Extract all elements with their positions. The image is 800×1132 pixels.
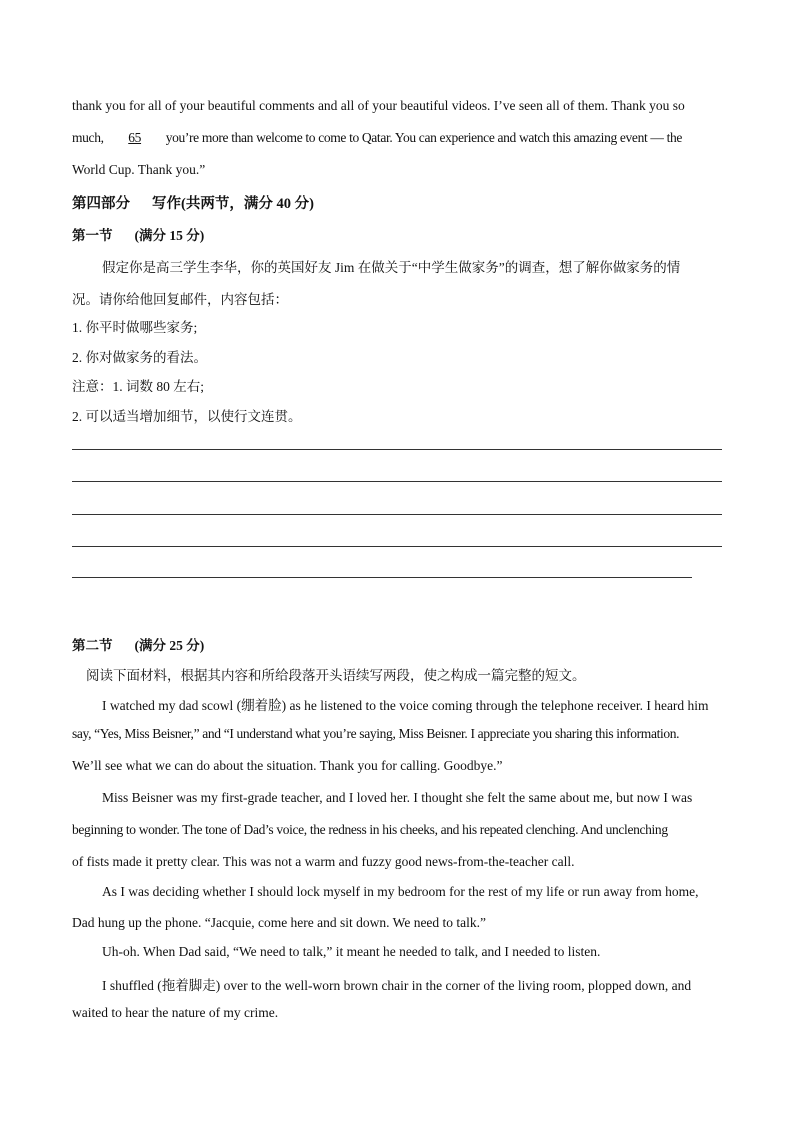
story-line-4: Miss Beisner was my first-grade teacher, and I loved her. I thought she felt the same about me, but now I was bbox=[102, 790, 693, 805]
section1-point-2: 2. 你对做家务的看法。 bbox=[72, 350, 207, 365]
section1-point-1: 1. 你平时做哪些家务; bbox=[72, 320, 198, 335]
part4-title: 第四部分 bbox=[72, 196, 130, 212]
section1-heading bbox=[72, 224, 204, 244]
story-line-7: As I was deciding whether I should lock myself in my bedroom for the rest of my life or run away from home, bbox=[102, 884, 699, 899]
part4-heading bbox=[72, 192, 314, 213]
story-line-9: Uh-oh. When Dad said, “We need to talk,” it meant he needed to talk, and I needed to listen. bbox=[102, 944, 601, 959]
passage-line-2-pre: much, bbox=[72, 130, 107, 145]
story-line-10: I shuffled (拖着脚走) over to the well-worn brown chair in the corner of the living room, plopped down, and bbox=[102, 978, 692, 993]
part4-subtitle: 写作(共两节，满分 40 分) bbox=[152, 196, 314, 212]
section1-prompt-line-2: 况。请你给他回复邮件，内容包括： bbox=[72, 292, 288, 307]
writing-line-2 bbox=[72, 481, 722, 482]
section1-prompt-line-1: 假定你是高三学生李华，你的英国好友 Jim 在做关于“中学生做家务”的调查，想了解你做家务的情 bbox=[102, 260, 681, 275]
writing-line-1 bbox=[72, 449, 722, 450]
story-line-5: beginning to wonder. The tone of Dad’s voice, the redness in his cheeks, and his repeated clenching. And unclenching bbox=[72, 822, 668, 837]
writing-line-4 bbox=[72, 546, 722, 547]
story-line-2: say, “Yes, Miss Beisner,” and “I understand what you’re saying, Miss Beisner. I appreciate you sharing this information. bbox=[72, 726, 680, 741]
section1-title: 第一节 bbox=[72, 228, 113, 243]
passage-line-3: World Cup. Thank you.” bbox=[72, 162, 206, 177]
passage-line-2 bbox=[72, 130, 682, 146]
story-line-11: waited to hear the nature of my crime. bbox=[72, 1005, 279, 1020]
passage-line-2-post: you’re more than welcome to come to Qatar. You can experience and watch this amazing event — the bbox=[165, 130, 683, 145]
story-line-3: We’ll see what we can do about the situation. Thank you for calling. Goodbye.” bbox=[72, 758, 503, 773]
writing-line-5 bbox=[72, 577, 692, 578]
story-line-6: of fists made it pretty clear. This was not a warm and fuzzy good news-from-the-teacher call. bbox=[72, 854, 575, 869]
writing-line-3 bbox=[72, 514, 722, 515]
answer-blank-65: 65 bbox=[128, 130, 142, 145]
story-line-1: I watched my dad scowl (绷着脸) as he listened to the voice coming through the telephone receiver. I heard him bbox=[102, 698, 709, 713]
section1-score: (满分 15 分) bbox=[134, 228, 205, 243]
section2-instruction: 阅读下面材料，根据其内容和所给段落开头语续写两段，使之构成一篇完整的短文。 bbox=[86, 668, 586, 683]
section2-heading bbox=[72, 634, 204, 654]
section2-score: (满分 25 分) bbox=[134, 638, 205, 653]
section1-note-1: 注意：1. 词数 80 左右; bbox=[72, 379, 205, 394]
section2-title: 第二节 bbox=[72, 638, 113, 653]
passage-line-1: thank you for all of your beautiful comments and all of your beautiful videos. I’ve seen all of them. Thank you so bbox=[72, 98, 685, 113]
story-line-8: Dad hung up the phone. “Jacquie, come here and sit down. We need to talk.” bbox=[72, 915, 487, 930]
section1-note-2: 2. 可以适当增加细节，以使行文连贯。 bbox=[72, 409, 302, 424]
